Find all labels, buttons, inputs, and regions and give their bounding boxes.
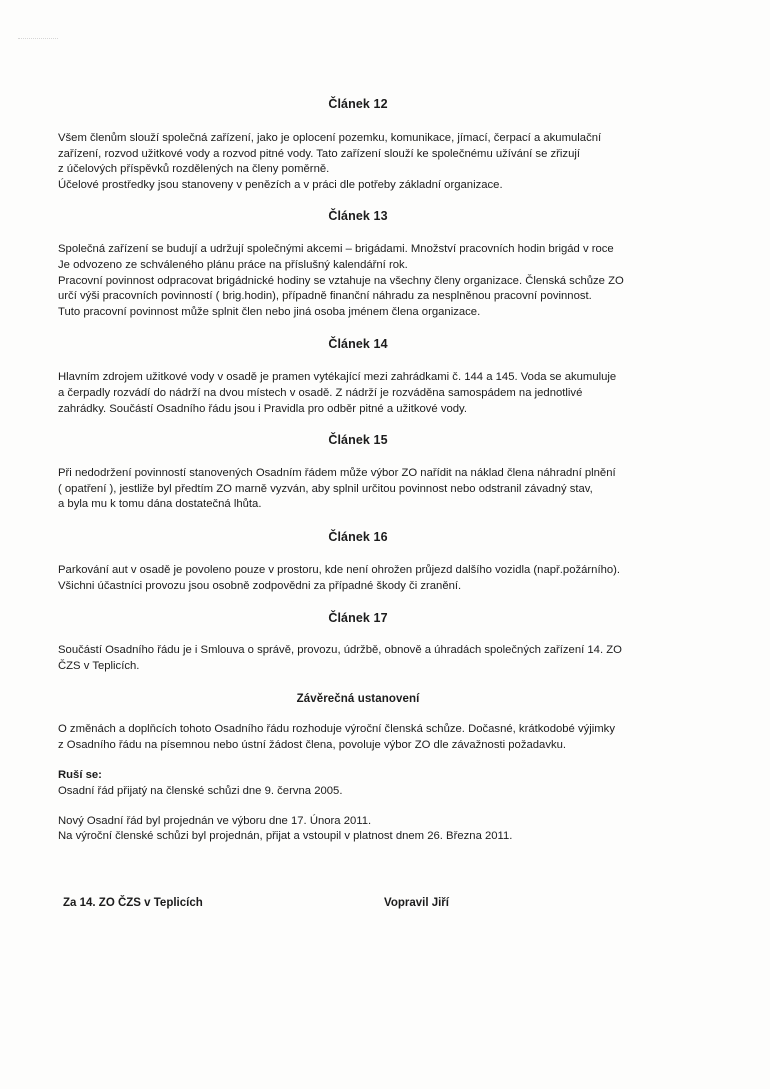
text-line: Je odvozeno ze schváleného plánu práce na příslušný kalendářní rok. <box>58 258 408 271</box>
article-16-heading: Článek 16 <box>328 529 388 544</box>
text-line: ČZS v Teplicích. <box>58 659 140 672</box>
text-line: Pracovní povinnost odpracovat brigádnické hodiny se vztahuje na všechny členy organizace. Členská schůze ZO <box>58 274 624 287</box>
article-17-heading: Článek 17 <box>328 611 388 626</box>
text-line: z účelových příspěvků rozdělených na členy poměrně. <box>58 163 330 176</box>
text-line: Všem členům slouží společná zařízení, jako je oplocení pozemku, komunikace, jímací, čerpací a akumulační <box>58 132 602 144</box>
text-line: Parkování aut v osadě je povoleno pouze v prostoru, kde není ohrožen průjezd dalšího vozidla (např.požárního). <box>58 563 621 576</box>
signature-block <box>63 897 623 917</box>
organization-signature: Za 14. ZO ČZS v Teplicích <box>63 897 203 909</box>
article-14-heading: Článek 14 <box>328 337 388 352</box>
article-14-text <box>58 370 658 417</box>
repeal-text <box>58 784 658 800</box>
article-14 <box>58 336 658 417</box>
text-line: Nový Osadní řád byl projednán ve výboru dne 17. Února 2011. <box>58 814 372 827</box>
article-15 <box>58 432 658 513</box>
text-line: zahrádky. Součástí Osadního řádu jsou i Pravidla pro odběr pitné a užitkové vody. <box>58 402 468 415</box>
text-line: určí výši pracovních povinností ( brig.hodin), případně finanční náhradu za nesplněnou pracovní povinnost. <box>58 290 592 303</box>
article-15-heading: Článek 15 <box>328 433 388 448</box>
final-provisions-text <box>58 722 658 753</box>
final-provisions-heading: Závěrečná ustanovení <box>296 693 420 706</box>
article-16 <box>58 529 658 594</box>
article-13-heading: Článek 13 <box>328 209 388 224</box>
text-line: Všichni účastníci provozu jsou osobně zodpovědni za případné škody či zranění. <box>58 579 462 592</box>
article-17 <box>58 610 658 674</box>
author-signature: Vopravil Jiří <box>384 897 449 909</box>
article-15-text <box>58 466 658 513</box>
text-line: z Osadního řádu na písemnou nebo ústní žádost člena, povoluje výbor ZO dle závažnosti požadavku. <box>58 738 567 751</box>
text-line: Tuto pracovní povinnost může splnit člen nebo jiná osoba jménem člena organizace. <box>58 305 481 318</box>
text-line: Při nedodržení povinností stanovených Osadním řádem může výbor ZO nařídit na náklad člena náhradní plnění <box>58 467 616 480</box>
article-16-text <box>58 563 658 594</box>
article-12 <box>58 96 658 193</box>
scan-artifact <box>18 38 58 43</box>
text-line: a byla mu k tomu dána dostatečná lhůta. <box>58 498 262 511</box>
final-provisions <box>58 691 658 845</box>
document-body <box>58 96 658 845</box>
article-13-text <box>58 242 658 320</box>
text-line: O změnách a doplňcích tohoto Osadního řádu rozhoduje výroční členská schůze. Dočasné, krátkodobé výjimky <box>58 723 615 736</box>
text-line: Společná zařízení se budují a udržují společnými akcemi – brigádami. Množství pracovních hodin brigád v roce <box>58 243 614 256</box>
text-line: Hlavním zdrojem užitkové vody v osadě je pramen vytékající mezi zahrádkami č. 144 a 145. Voda se akumuluje <box>58 371 617 384</box>
text-line: Osadní řád přijatý na členské schůzi dne 9. června 2005. <box>58 785 343 798</box>
article-17-text <box>58 643 658 674</box>
text-line: Na výroční členské schůzi byl projednán, přijat a vstoupil v platnost dnem 26. Března 2011. <box>58 830 513 843</box>
text-line: ( opatření ), jestliže byl předtím ZO marně vyzván, aby splnil určitou povinnost nebo odstranil závadný stav, <box>58 482 593 495</box>
text-line: Součástí Osadního řádu je i Smlouva o správě, provozu, údržbě, obnově a úhradách společných zařízení 14. ZO <box>58 644 622 657</box>
article-13 <box>58 208 658 320</box>
text-line: a čerpadly rozvádí do nádrží na dvou místech v osadě. Z nádrží je rozváděna samospádem na jednotlivé <box>58 386 583 399</box>
article-12-heading: Článek 12 <box>328 97 388 111</box>
article-12-text <box>58 131 658 193</box>
text-line: zařízení, rozvod užitkové vody a rozvod pitné vody. Tato zařízení slouží ke společnému užívání se zřizují <box>58 147 581 160</box>
repeal-label: Ruší se: <box>58 769 102 782</box>
approval-text <box>58 814 658 845</box>
text-line: Účelové prostředky jsou stanoveny v penězích a v práci dle potřeby základní organizace. <box>58 178 503 191</box>
